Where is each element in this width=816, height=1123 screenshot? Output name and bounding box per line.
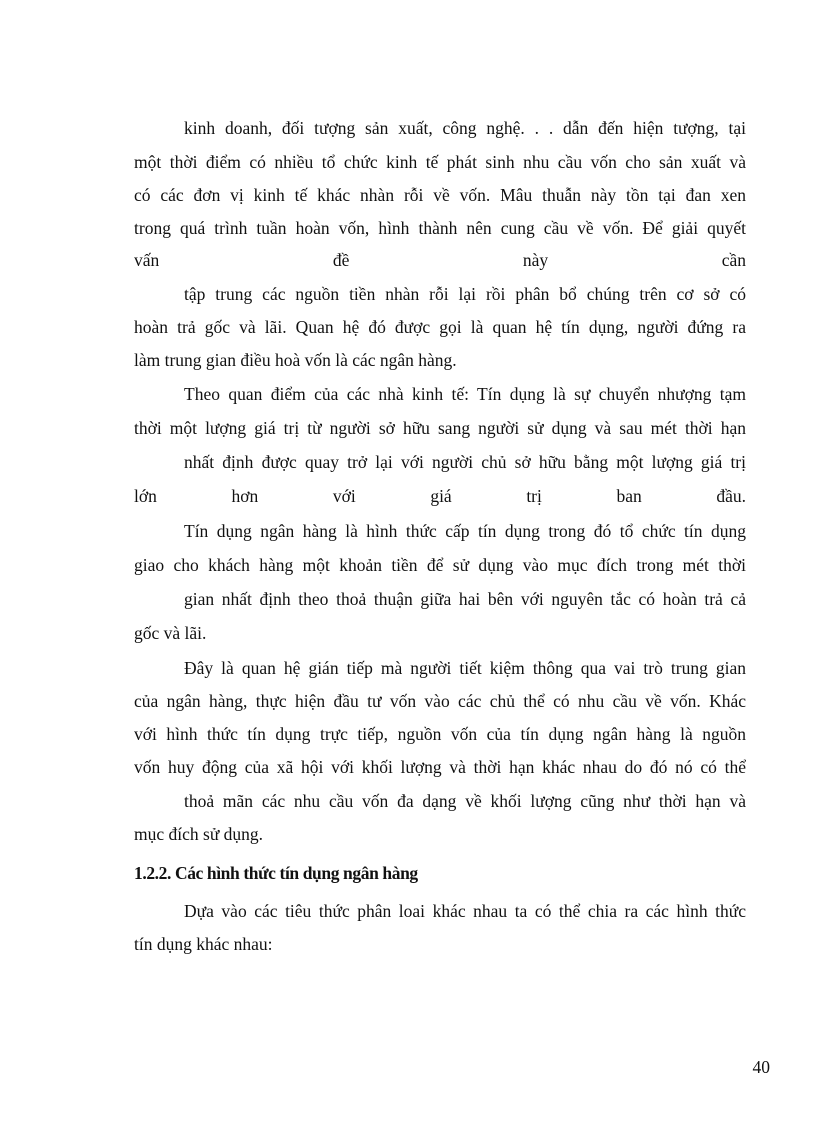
text-line: với hình thức tín dụng trực tiếp, nguồn vốn của tín dụng ngân hàng là nguồn	[134, 724, 746, 744]
text-line: gian nhất định theo thoả thuận giữa hai bên với nguyên tắc có hoàn trả cả	[184, 589, 746, 609]
text-line: vốn huy động của xã hội với khối lượng và thời hạn khác nhau do đó nó có thể	[134, 757, 746, 777]
text-line: Tín dụng ngân hàng là hình thức cấp tín dụng trong đó tổ chức tín dụng	[184, 521, 746, 541]
text-line: tín dụng khác nhau:	[134, 934, 273, 954]
text-line: nhất định được quay trở lại với người chủ sở hữu bằng một lượng giá trị	[184, 452, 746, 472]
text-line: Dựa vào các tiêu thức phân loai khác nhau ta có thể chia ra các hình thức	[184, 901, 746, 921]
text-line: lớn hơn với giá trị ban đầu.	[134, 486, 746, 506]
text-line: giao cho khách hàng một khoản tiền để sử dụng vào mục đích trong mét thời	[134, 555, 746, 575]
text-line: hoàn trả gốc và lãi. Quan hệ đó được gọi là quan hệ tín dụng, người đứng ra	[134, 317, 746, 337]
text-line: có các đơn vị kinh tế khác nhàn rỗi về vốn. Mâu thuẫn này tồn tại đan xen	[134, 185, 746, 205]
text-line: Đây là quan hệ gián tiếp mà người tiết kiệm thông qua vai trò trung gian	[184, 658, 746, 678]
text-line: một thời điểm có nhiều tổ chức kinh tế phát sinh nhu cầu vốn cho sản xuất và	[134, 152, 746, 172]
text-line: trong quá trình tuần hoàn vốn, hình thành nên cung cầu về vốn. Để giải quyết	[134, 218, 746, 238]
text-line: kinh doanh, đối tượng sản xuất, công nghệ. . . dẫn đến hiện tượng, tại	[184, 118, 746, 138]
text-line: làm trung gian điều hoà vốn là các ngân hàng.	[134, 350, 457, 370]
text-line: vấn đề này cần	[134, 250, 746, 270]
page-number: 40	[752, 1057, 770, 1077]
text-line: của ngân hàng, thực hiện đầu tư vốn vào các chủ thể có nhu cầu về vốn. Khác	[134, 691, 746, 711]
text-line: thời một lượng giá trị từ người sở hữu sang người sử dụng và sau mét thời hạn	[134, 418, 746, 438]
text-line: tập trung các nguồn tiền nhàn rỗi lại rồi phân bổ chúng trên cơ sở có	[184, 284, 746, 304]
text-line: Theo quan điểm của các nhà kinh tế: Tín dụng là sự chuyển nhượng tạm	[184, 384, 746, 404]
text-line: thoả mãn các nhu cầu vốn đa dạng về khối lượng cũng như thời hạn và	[184, 791, 746, 811]
text-line: mục đích sử dụng.	[134, 824, 264, 844]
section-heading: 1.2.2. Các hình thức tín dụng ngân hàng	[134, 863, 418, 883]
text-line: gốc và lãi.	[134, 623, 207, 643]
